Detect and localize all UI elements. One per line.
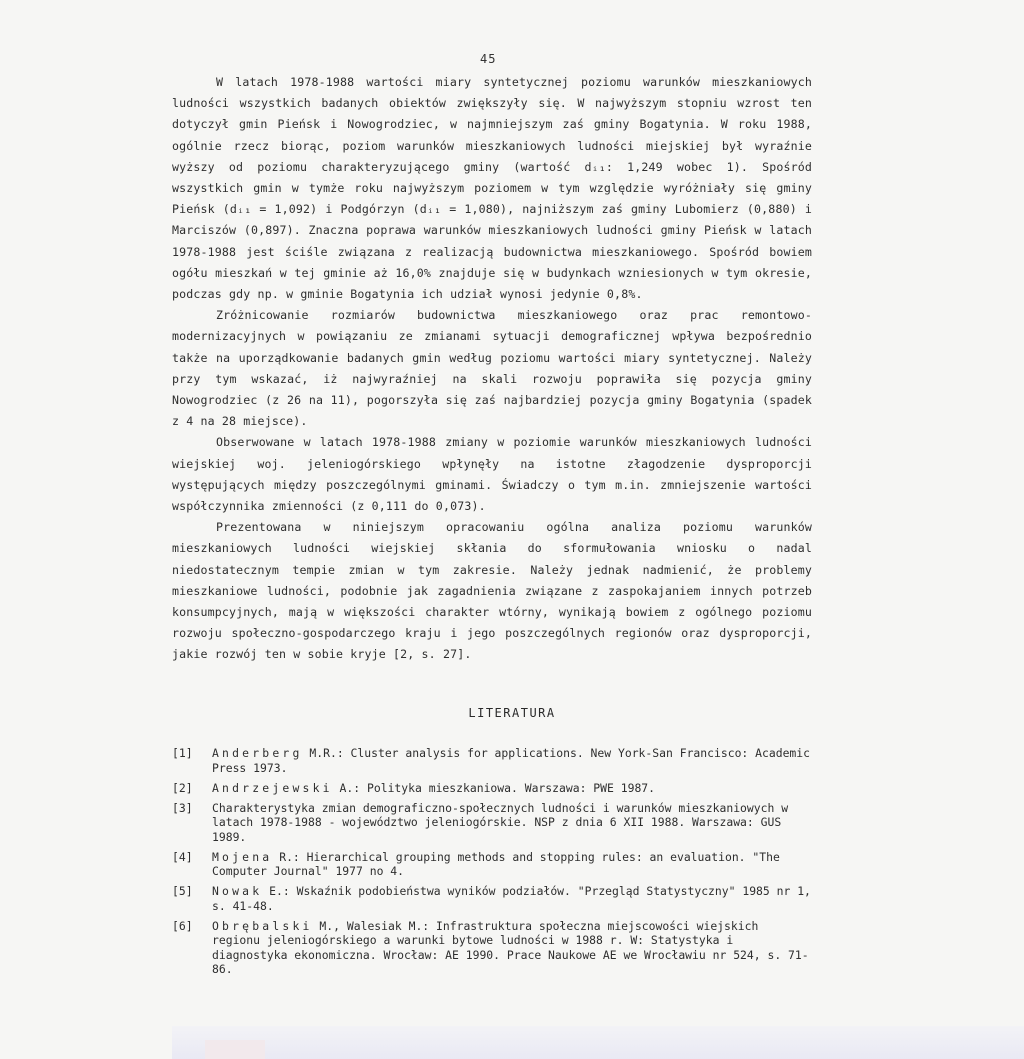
reference-text <box>212 801 812 845</box>
reference-text <box>212 919 812 977</box>
scan-edge-shadow <box>172 1026 1024 1059</box>
reference-text <box>212 781 812 796</box>
paragraph: Prezentowana w niniejszym opracowaniu ogólna analiza poziomu warunków mieszkaniowych ludności wiejskiej skłania do sformułowania wniosku o nadal niedostatecznym tempie zmian w tym zakresie. Należy jednak nadmienić, że problemy mieszkaniowe ludności, podobnie jak zagadnienia związane z zaspokajaniem innych potrzeb konsumpcyjnych, mają w większości charakter wtórny, wynikają bowiem z ogólnego poziomu rozwoju społeczno-gospodarczego kraju i jego poszczególnych regionów oraz dysproporcji, jakie rozwój ten w sobie kryje [2, s. 27]. <box>172 520 812 662</box>
reference-details: M., Walesiak M.: Infrastruktura społeczna miejscowości wiejskich regionu jeleniogórskiego a warunki bytowe ludności w 1988 r. W: Statystyka i diagnostyka ekonomiczna. Wrocław: AE 1990. Prace Naukowe AE we Wrocławiu nr 524, s. 71-86. <box>212 918 809 976</box>
reference-details: M.R.: Cluster analysis for applications. New York-San Francisco: Academic Press 1973. <box>212 746 811 775</box>
reference-item <box>172 801 812 845</box>
reference-list <box>172 746 812 982</box>
reference-author: Andrzejewski <box>212 780 333 795</box>
reference-number: [5] <box>172 884 193 898</box>
reference-item <box>172 884 812 913</box>
reference-item <box>172 781 812 796</box>
reference-text <box>212 850 812 879</box>
paragraph: W latach 1978-1988 wartości miary syntetycznej poziomu warunków mieszkaniowych ludności wszystkich badanych obiektów zwiększyły się. W najwyższym stopniu wzrost ten dotyczył gmin Pieńsk i Nowogrodziec, w najmniejszym zaś gminy Bogatynia. W roku 1988, ogólnie rzecz biorąc, poziom warunków mieszkaniowych ludności miejskiej był wyraźnie wyższy od poziomu charakteryzującego gminy (wartość dᵢ₁: 1,249 wobec 1). Spośród wszystkich gmin w tymże roku najwyższym poziomem w tym względzie wyróżniały się gminy Pieńsk (dᵢ₁ = 1,092) i Podgórzyn (dᵢ₁ = 1,080), najniższym zaś gminy Lubomierz (0,880) i Marciszów (0,897). Znaczna poprawa warunków mieszkaniowych ludności gminy Pieńsk w latach 1978-1988 jest ściśle związana z realizacją budownictwa mieszkaniowego. Spośród bowiem ogółu mieszkań w tej gminie aż 16,0% znajduje się w budynkach wzniesionych w tym okresie, podczas gdy np. w gminie Bogatynia ich udział wynosi jedynie 0,8%. <box>172 75 812 302</box>
reference-number: [3] <box>172 800 193 815</box>
reference-number: [2] <box>172 780 193 795</box>
reference-details: R.: Hierarchical grouping methods and stopping rules: an evaluation. "The Computer Journal" 1977 no 4. <box>212 849 780 878</box>
literature-heading: LITERATURA <box>468 706 556 720</box>
paragraph: Zróżnicowanie rozmiarów budownictwa mieszkaniowego oraz prac remontowo-modernizacyjnych w powiązaniu ze zmianami sytuacji demograficznej wpływa bezpośrednio także na uporządkowanie badanych gmin według poziomu wartości miary syntetycznej. Należy przy tym wskazać, iż najwyraźniej na skali rozwoju poprawiła się pozycja gminy Nowogrodziec (z 26 na 11), pogorszyła się zaś najbardziej pozycja gminy Bogatynia (spadek z 4 na 28 miejsce). <box>172 308 812 429</box>
reference-number: [1] <box>172 746 193 760</box>
reference-number: [4] <box>172 849 193 864</box>
reference-text <box>212 746 812 775</box>
reference-item <box>172 919 812 977</box>
reference-author: Obrębalski <box>212 918 313 933</box>
reference-author: Anderberg <box>212 746 303 760</box>
reference-item <box>172 850 812 879</box>
reference-number: [6] <box>172 918 193 933</box>
scan-artifact <box>205 1040 265 1059</box>
page-number: 45 <box>480 52 497 66</box>
reference-text <box>212 884 812 913</box>
reference-item <box>172 746 812 775</box>
reference-details: A.: Polityka mieszkaniowa. Warszawa: PWE 1987. <box>332 780 656 795</box>
reference-details: Charakterystyka zmian demograficzno-społecznych ludności i warunków mieszkaniowych w latach 1978-1988 - województwo jeleniogórskie. NSP z dnia 6 XII 1988. Warszawa: GUS 1989. <box>212 800 789 844</box>
paragraph: Obserwowane w latach 1978-1988 zmiany w poziomie warunków mieszkaniowych ludności wiejskiej woj. jeleniogórskiego wpłynęły na istotne złagodzenie dysproporcji występujących między poszczególnymi gminami. Świadczy o tym m.in. zmniejszenie wartości współczynnika zmienności (z 0,111 do 0,073). <box>172 435 812 514</box>
reference-author: Nowak <box>212 884 263 898</box>
reference-details: E.: Wskaźnik podobieństwa wyników podziałów. "Przegląd Statystyczny" 1985 nr 1, s. 41-48. <box>212 884 811 913</box>
reference-author: Mojena <box>212 849 273 864</box>
text-body <box>172 72 812 666</box>
